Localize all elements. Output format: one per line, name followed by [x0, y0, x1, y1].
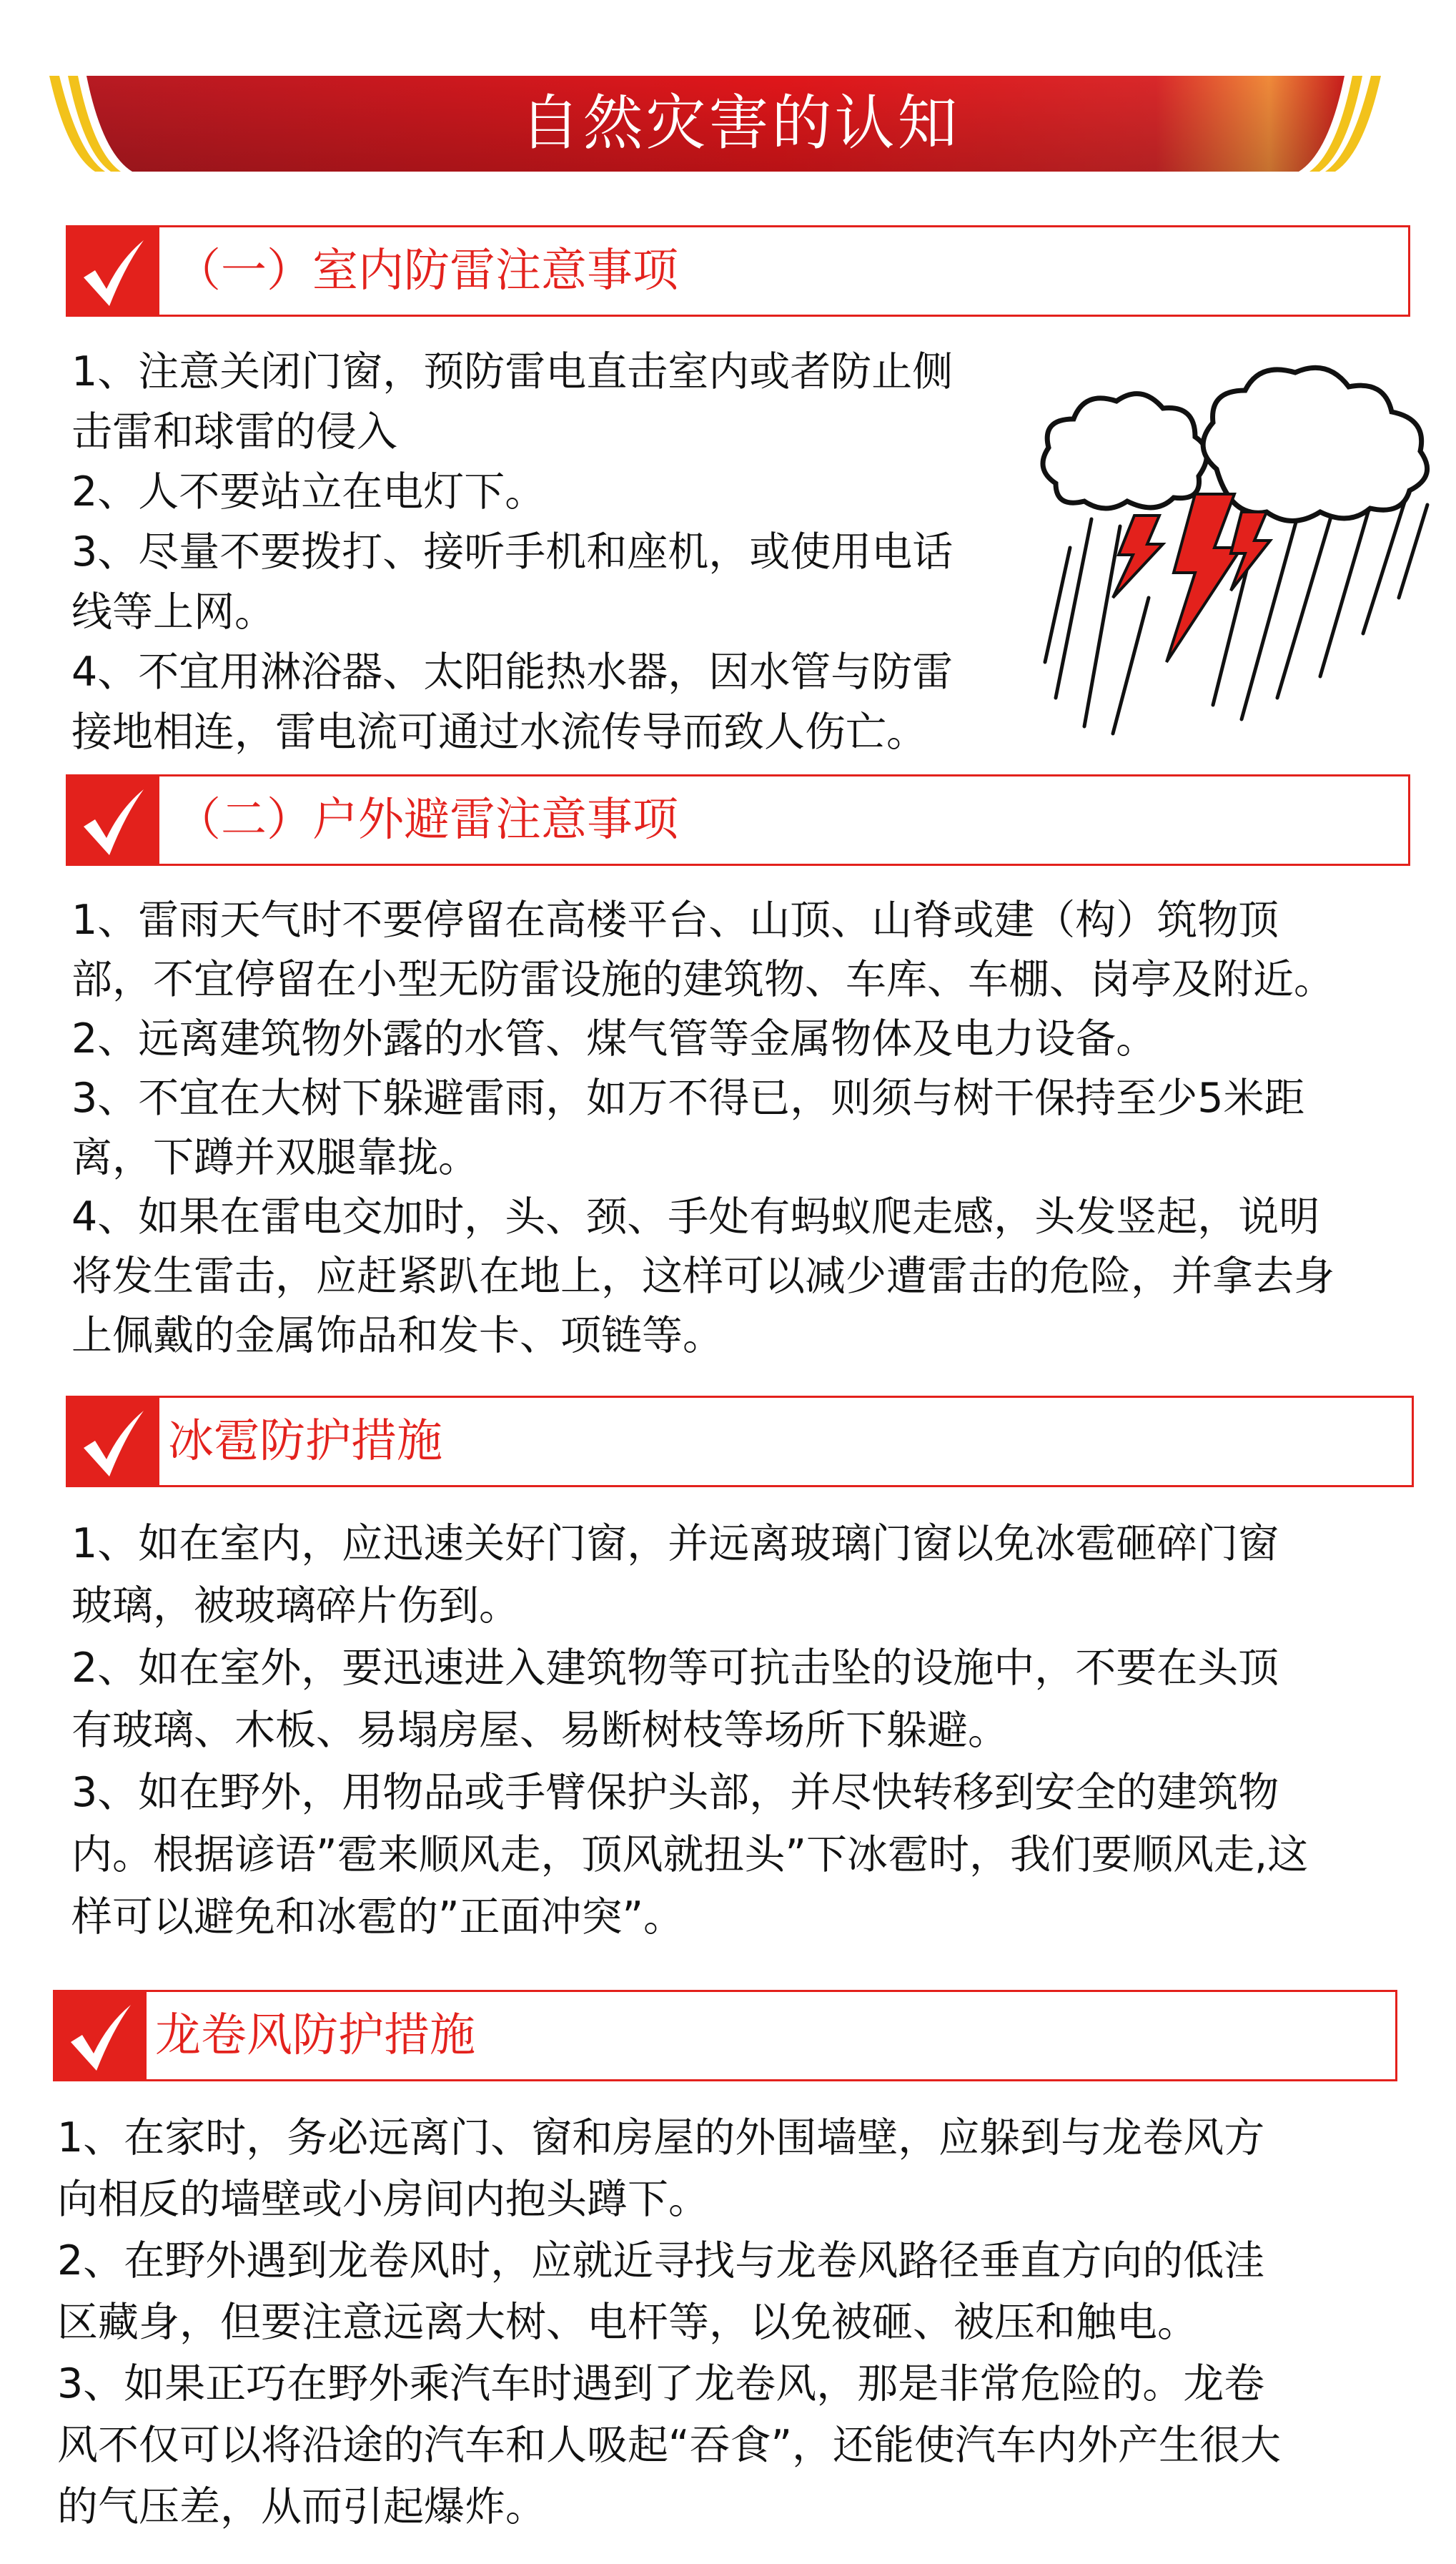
text-line: 1、注意关闭门窗，预防雷电直击室内或者防止侧 [71, 348, 954, 395]
text-line: 样可以避免和冰雹的”正面冲突”。 [71, 1893, 685, 1941]
section-title: （一）室内防雷注意事项 [175, 245, 678, 297]
text-line: 1、雷雨天气时不要停留在高楼平台、山顶、山脊或建（构）筑物顶 [71, 897, 1279, 944]
text-line: 离，下蹲并双腿靠拢。 [71, 1134, 479, 1181]
title-banner [49, 74, 1381, 174]
text-line: 部，不宜停留在小型无防雷设施的建筑物、车库、车棚、岗亭及附近。 [71, 956, 1334, 1003]
text-line: 的气压差，从而引起爆炸。 [57, 2483, 546, 2530]
text-line: 4、如果在雷电交加时，头、颈、手处有蚂蚁爬走感，头发竖起，说明 [71, 1193, 1320, 1241]
text-line: 4、不宜用淋浴器、太阳能热水器，因水管与防雷 [71, 649, 954, 696]
checkmark-icon [68, 776, 159, 864]
text-line: 2、人不要站立在电灯下。 [71, 468, 546, 516]
section-body-indoor-lightning [71, 342, 953, 762]
section-header-outdoor-lightning [66, 774, 1410, 866]
text-line: 线等上网。 [71, 588, 275, 636]
text-line: 2、在野外遇到龙卷风时，应就近寻找与龙卷风路径垂直方向的低洼 [57, 2237, 1265, 2284]
text-line: 将发生雷击，应赶紧趴在地上，这样可以减少遭雷击的危险，并拿去身 [71, 1253, 1334, 1300]
section-header-indoor-lightning [66, 225, 1410, 317]
text-line: 玻璃，被玻璃碎片伤到。 [71, 1582, 520, 1629]
section-header-tornado [53, 1990, 1397, 2081]
checkmark-icon [68, 1398, 159, 1485]
text-line: 3、如果正巧在野外乘汽车时遇到了龙卷风，那是非常危险的。龙卷 [57, 2360, 1265, 2407]
text-line: 有玻璃、木板、易塌房屋、易断树枝等场所下躲避。 [71, 1707, 1009, 1754]
section-title: 龙卷风防护措施 [155, 2009, 475, 2062]
text-line: 向相反的墙壁或小房间内抱头蹲下。 [57, 2176, 709, 2223]
text-line: 风不仅可以将沿途的汽车和人吸起“吞食”，还能使汽车内外产生很大 [57, 2422, 1282, 2469]
text-line: 2、如在室外，要迅速进入建筑物等可抗击坠的设施中，不要在头顶 [71, 1645, 1279, 1692]
section-title: 冰雹防护措施 [168, 1415, 442, 1468]
section-title: （二）户外避雷注意事项 [175, 794, 678, 847]
text-line: 上佩戴的金属饰品和发卡、项链等。 [71, 1312, 723, 1359]
text-line: 区藏身，但要注意远离大树、电杆等，以免被砸、被压和触电。 [57, 2299, 1198, 2346]
section-body-outdoor-lightning [71, 891, 1334, 1366]
text-line: 接地相连，雷电流可通过水流传导而致人伤亡。 [71, 709, 927, 756]
section-body-hail [71, 1513, 1308, 1948]
storm-cloud-lightning-illustration [1027, 362, 1442, 741]
section-header-hail [66, 1396, 1414, 1487]
text-line: 内。根据谚语”雹来顺风走，顶风就扭头”下冰雹时，我们要顺风走,这 [71, 1831, 1309, 1878]
section-body-tornado [57, 2107, 1281, 2538]
text-line: 击雷和球雷的侵入 [71, 408, 397, 455]
text-line: 1、在家时，务必远离门、窗和房屋的外围墙壁，应躲到与龙卷风方 [57, 2114, 1265, 2161]
text-line: 3、不宜在大树下躲避雷雨，如万不得已，则须与树干保持至少5米距 [71, 1075, 1305, 1122]
page-title: 自然灾害的认知 [520, 88, 961, 158]
text-line: 2、远离建筑物外露的水管、煤气管等金属物体及电力设备。 [71, 1015, 1157, 1062]
checkmark-icon [68, 227, 159, 315]
text-line: 3、尽量不要拨打、接听手机和座机，或使用电话 [71, 528, 954, 576]
text-line: 1、如在室内，应迅速关好门窗，并远离玻璃门窗以免冰雹砸碎门窗 [71, 1520, 1279, 1567]
text-line: 3、如在野外，用物品或手臂保护头部，并尽快转移到安全的建筑物 [71, 1769, 1279, 1816]
storm-cloud-icon [1027, 362, 1442, 741]
checkmark-icon [55, 1992, 147, 2079]
